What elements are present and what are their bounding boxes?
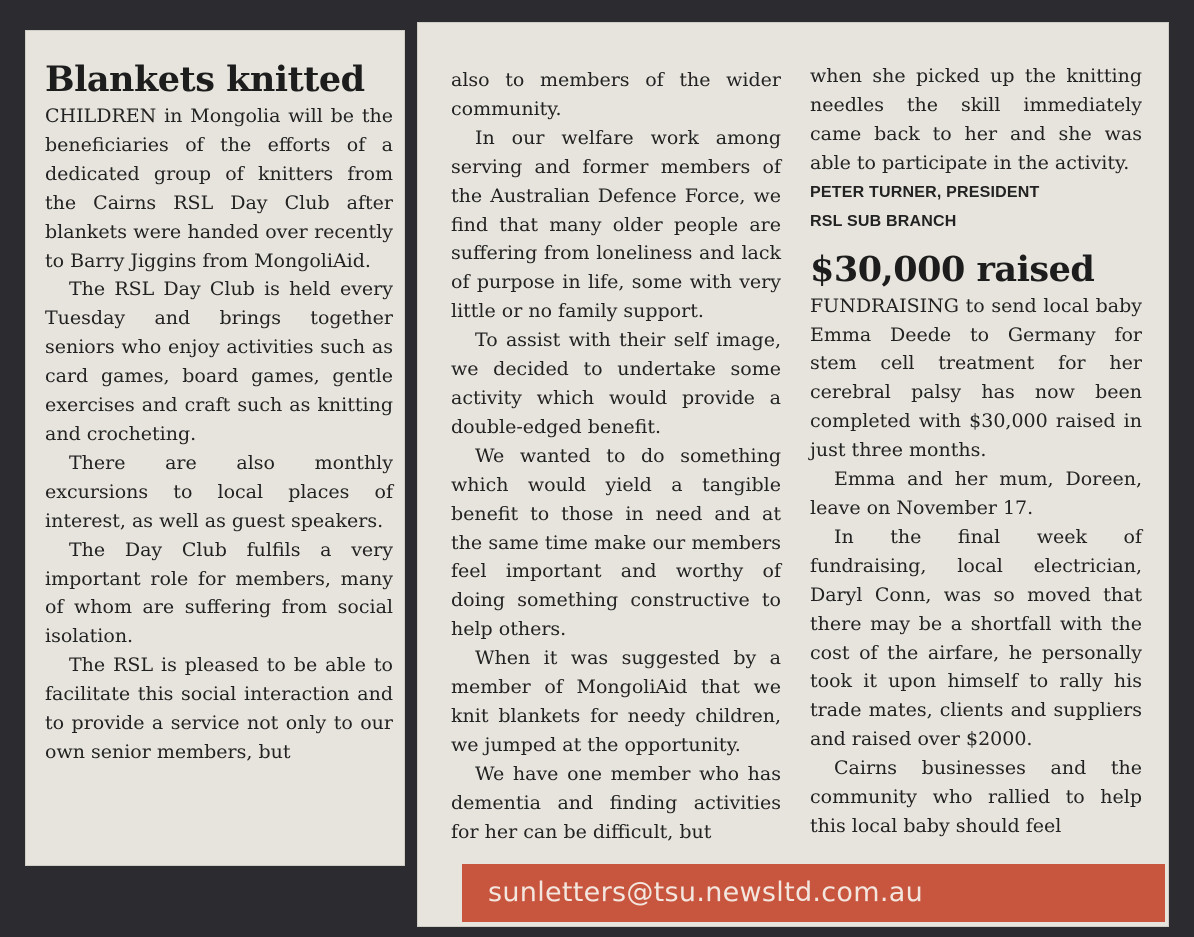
article-headline-blankets: Blankets knitted xyxy=(45,59,365,100)
article-paragraph: We wanted to do something which would yield a tangible benefit to those in need and at the same time make our members feel important and worthy of doing something constructive to help others. xyxy=(451,444,781,641)
letters-email-banner: sunletters@tsu.newsltd.com.au xyxy=(462,864,1165,922)
left-article-column xyxy=(45,60,393,767)
article-paragraph: In our welfare work among serving and former members of the Australian Defence Force, we find that many older people are suffering from loneliness and lack of purpose in life, some with very little or no family support. xyxy=(451,126,781,323)
article-paragraph: The Day Club fulfils a very important role for members, many of whom are suffering from social isolation. xyxy=(45,538,393,648)
middle-article-column xyxy=(451,66,781,846)
article-paragraph: In the final week of fundraising, local electrician, Daryl Conn, was so moved that there may be a shortfall with the cost of the airfare, he personally took it upon himself to rally his trade mates, clients and suppliers and raised over $2000. xyxy=(810,525,1142,751)
article-paragraph: FUNDRAISING to send local baby Emma Deede to Germany for stem cell treatment for her cerebral palsy has now been completed with $30,000 raised in just three months. xyxy=(810,294,1142,462)
article-paragraph: Cairns businesses and the community who rallied to help this local baby should feel xyxy=(810,757,1142,837)
article-paragraph: There are also monthly excursions to local places of interest, as well as guest speakers. xyxy=(45,451,393,532)
right-article-column xyxy=(810,62,1142,841)
article-paragraph: The RSL is pleased to be able to facilitate this social interaction and to provide a service not only to our own senior members, but xyxy=(45,654,393,763)
article-paragraph: We have one member who has dementia and finding activities for her can be difficult, but xyxy=(451,762,781,843)
left-newspaper-clipping xyxy=(25,30,405,866)
article-paragraph: The RSL Day Club is held every Tuesday and brings together seniors who enjoy activities such as card games, board games, gentle exercises and craft such as knitting and crocheting. xyxy=(45,278,393,445)
article-paragraph: also to members of the wider community. xyxy=(451,69,781,120)
letter-signature-org: RSL SUB BRANCH xyxy=(810,212,957,230)
right-newspaper-clipping xyxy=(417,22,1169,927)
article-paragraph: CHILDREN in Mongolia will be the beneficiaries of the efforts of a dedicated group of knitters from the Cairns RSL Day Club after blankets were handed over recently to Barry Jiggins from MongoliAid. xyxy=(45,105,393,272)
article-headline-fundraising: $30,000 raised xyxy=(810,248,1095,290)
article-paragraph: Emma and her mum, Doreen, leave on November 17. xyxy=(810,468,1142,519)
article-paragraph: when she picked up the knitting needles the skill immediately came back to her and she was able to participate in the activity. xyxy=(810,65,1142,174)
article-paragraph: To assist with their self image, we decided to undertake some activity which would provide a double-edged benefit. xyxy=(451,329,781,438)
article-paragraph: When it was suggested by a member of MongoliAid that we knit blankets for needy children, we jumped at the opportunity. xyxy=(451,647,781,756)
letter-signature-name: PETER TURNER, PRESIDENT xyxy=(810,183,1040,201)
